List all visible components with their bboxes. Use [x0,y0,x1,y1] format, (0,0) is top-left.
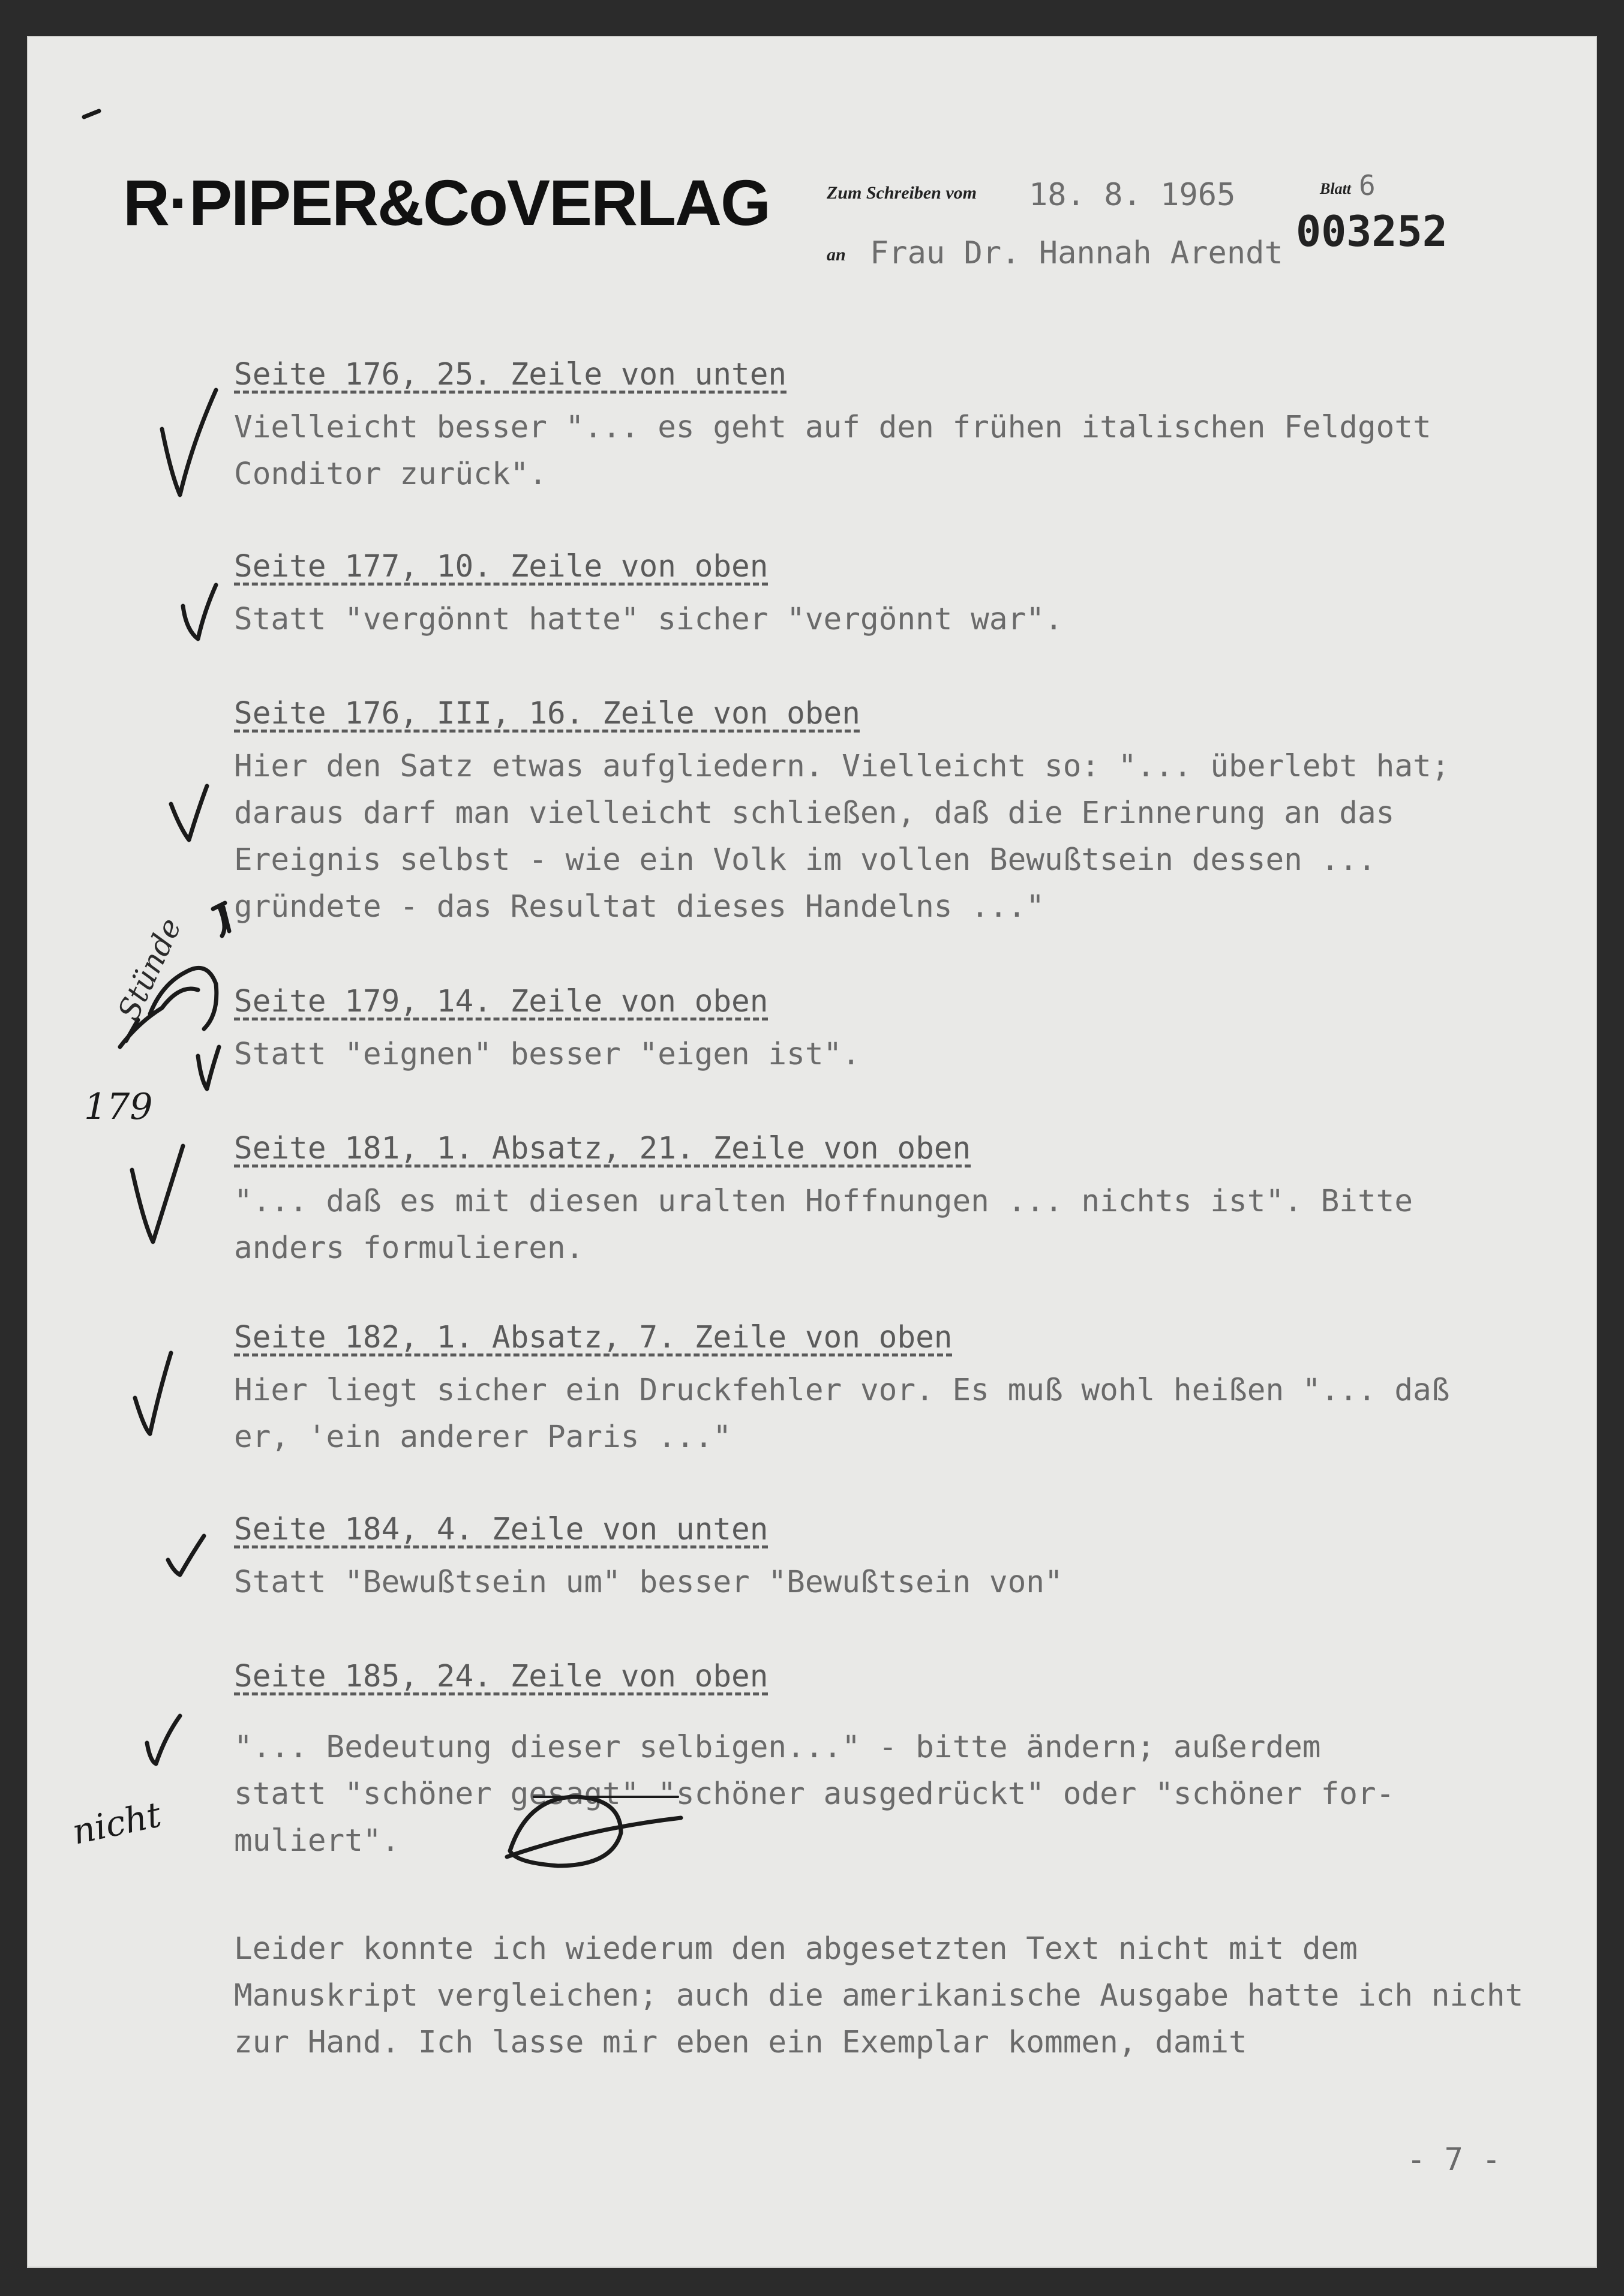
section-heading: Seite 184, 4. Zeile von unten [234,1512,769,1547]
section-text: "... daß es mit diesen uralten Hoffnungen ... nichts ist". Bitte anders formulieren. [234,1184,1413,1266]
section-heading: Seite 177, 10. Zeile von oben [234,549,769,584]
section-heading: Seite 179, 14. Zeile von oben [234,984,769,1019]
section-176-III-16 [234,696,1524,931]
section-heading: Seite 182, 1. Absatz, 7. Zeile von oben [234,1320,953,1355]
section-text: Vielleicht besser "... es geht auf den frühen italischen Feldgott Conditor zurück". [234,410,1431,492]
reference-date: 18. 8. 1965 [1029,177,1236,213]
section-179-14 [234,984,1524,1078]
publisher-logo: R·PIPER&CoVERLAG [123,166,770,239]
section-heading: Seite 176, III, 16. Zeile von oben [234,696,860,731]
section-heading: Seite 176, 25. Zeile von unten [234,357,787,392]
section-176-25 [234,357,1524,498]
section-text: Statt "Bewußtsein um" besser "Bewußtsein von" [234,1565,1063,1600]
margin-note-dotted: Stünde [111,913,188,1026]
sheet-number: 6 [1359,169,1376,202]
section-text: "... Bedeutung dieser selbigen..." - bitte ändern; außerdem statt "schöner gesagt" "schöner ausgedrückt" oder "schöner for- muliert". [234,1730,1395,1859]
closing-paragraph: Leider konnte ich wiederum den abgesetzten Text nicht mit dem Manuskript vergleichen; auch die amerikanische Ausgabe hatte ich nicht zur Hand. Ich lasse mir eben ein Exemplar kommen, damit [234,1931,1524,2060]
margin-note-185: nicht [68,1794,165,1853]
section-184-4 [234,1512,1524,1606]
section-181-21 [234,1131,1524,1272]
section-182-7 [234,1320,1524,1461]
section-177-10 [234,549,1524,643]
section-185-24 [234,1659,1524,1865]
section-text: Statt "vergönnt hatte" sicher "vergönnt war". [234,602,1063,637]
page-number: - 7 - [1407,2142,1501,2178]
addressee: Frau Dr. Hannah Arendt [870,235,1283,271]
sheet-label: Blatt [1320,180,1352,197]
section-text: Hier den Satz etwas aufgliedern. Vielleicht so: "... überlebt hat; daraus darf man vielleicht schließen, daß die Erinnerung an das Ereignis selbst - wie ein Volk im vollen Bewußtsein dessen ... gründete - das Resultat dieses Handelns ..." [234,749,1450,925]
section-text: Statt "eignen" besser "eigen ist". [234,1037,860,1072]
addressee-label: an [827,245,846,265]
section-heading: Seite 181, 1. Absatz, 21. Zeile von oben [234,1131,971,1166]
document-number: 003252 [1296,207,1448,256]
margin-note-179: 179 [84,1086,153,1128]
section-heading: Seite 185, 24. Zeile von oben [234,1659,769,1694]
reference-label: Zum Schreiben vom [827,183,977,203]
section-text: Hier liegt sicher ein Druckfehler vor. Es muß wohl heißen "... daß er, 'ein anderer Paris ..." [234,1373,1450,1455]
